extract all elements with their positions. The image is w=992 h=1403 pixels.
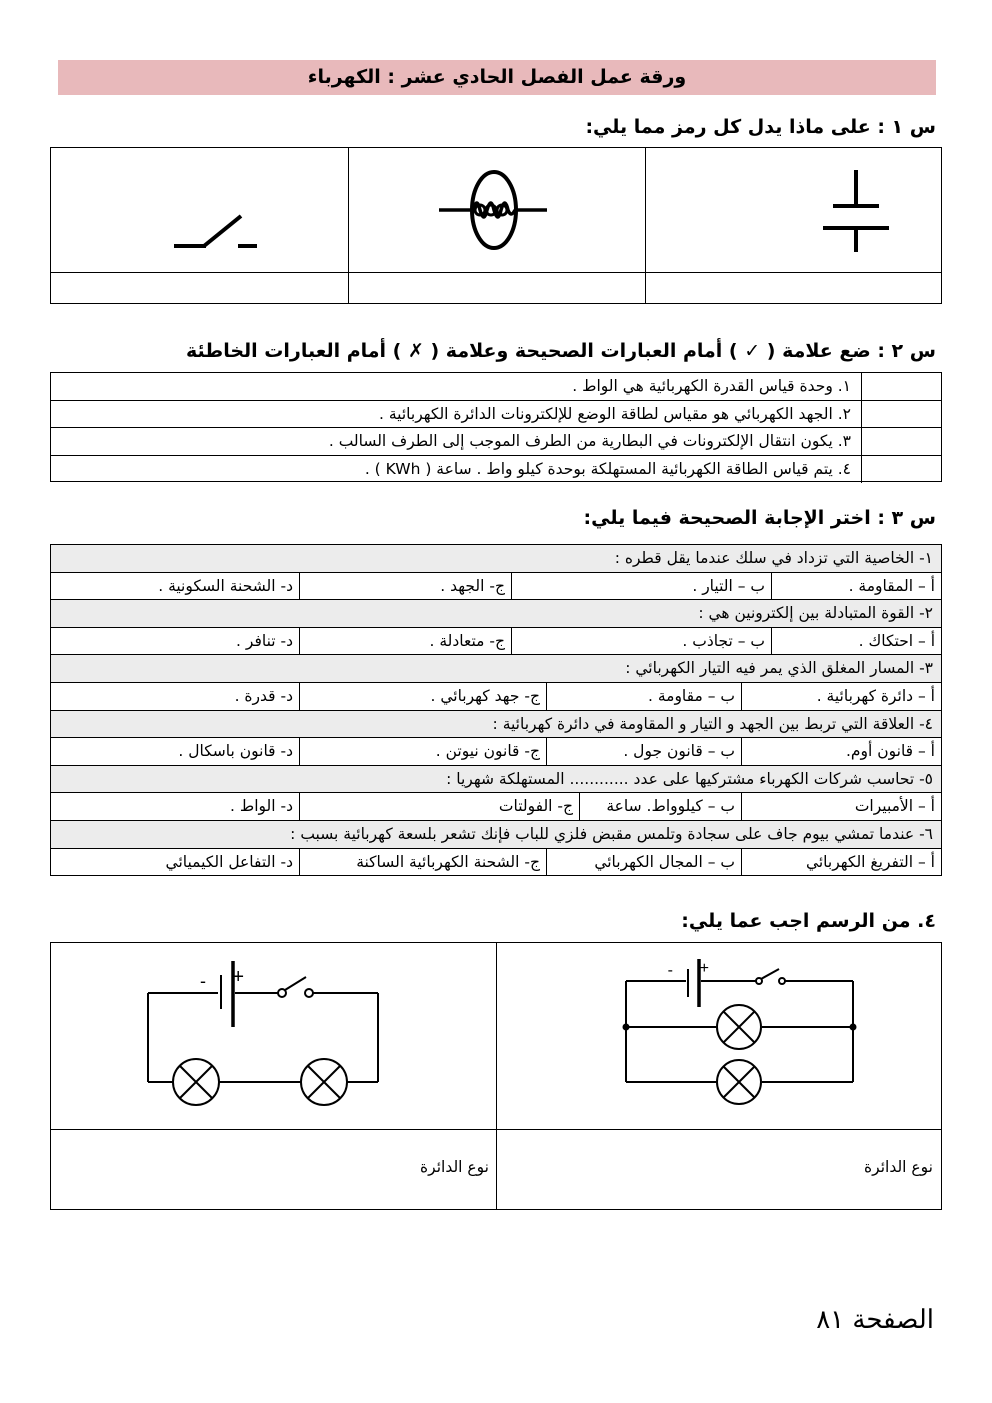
q3-question-text: ١- الخاصية التي تزداد في سلك عندما يقل قطره : <box>614 549 933 567</box>
q3-option-text: ج- متعادلة . <box>429 631 505 650</box>
q2-statement: ٣. يكون انتقال الإلكترونات في البطارية من الطرف الموجب إلى الطرف السالب . <box>328 432 851 450</box>
q3-option-text: ب – تجاذب . <box>682 631 765 650</box>
q2-heading: س ٢ : ضع علامة ( ✓ ) أمام العبارات الصحيحة وعلامة ( ✗ ) أمام العبارات الخاطئة <box>186 340 936 362</box>
q2-statement: ٤. يتم قياس الطاقة الكهربائية المستهلكة بوحدة كيلو واط . ساعة ( KWh ) . <box>364 459 851 478</box>
series-circuit-diagram <box>146 957 386 1117</box>
q3-option[interactable] <box>51 849 299 877</box>
q4-circuits-table <box>50 942 942 1210</box>
q3-option-text: أ – التفريغ الكهربائي <box>805 852 935 871</box>
q3-heading: س ٣ : اختر الإجابة الصحيحة فيما يلي: <box>583 507 936 529</box>
q3-option-text: ب – مقاومة . <box>647 687 735 705</box>
q3-option[interactable] <box>579 793 741 820</box>
q3-option-text: أ – دائرة كهربائية . <box>816 687 935 705</box>
q3-option[interactable] <box>511 628 771 655</box>
q3-question <box>51 600 941 628</box>
q3-question-text: ٥- تحاسب شركات الكهرباء مشتركيها على عدد ............ المستهلكة شهريا : <box>446 769 933 788</box>
q3-options-row <box>51 573 941 601</box>
q3-options-row <box>51 793 941 821</box>
q3-question-text: ٢- القوة المتبادلة بين إلكترونين هي : <box>698 604 933 623</box>
open-switch-icon <box>171 206 261 251</box>
q2-row <box>51 401 941 429</box>
q2-row <box>51 373 941 401</box>
q3-option[interactable] <box>771 573 941 600</box>
q3-options-row <box>51 849 941 877</box>
q3-option[interactable] <box>299 793 579 820</box>
q3-option-text: ج- جهد كهربائي . <box>430 687 540 705</box>
q3-option[interactable] <box>51 573 299 600</box>
q2-statement: ٢. الجهد الكهربائي هو مقياس لطاقة الوضع للإلكترونات الدائرة الكهربائية . <box>379 404 851 423</box>
q3-option-text: د- قانون باسكال . <box>178 742 293 761</box>
q3-option[interactable] <box>299 738 546 765</box>
q3-option[interactable] <box>299 849 546 877</box>
circuit-type-label: نوع الدائرة <box>420 1158 489 1176</box>
q3-option-text: ب – التيار . <box>692 576 765 595</box>
minus-sign: - <box>200 971 206 991</box>
q3-question-text: ٤- العلاقة التي تربط بين الجهد و التيار و المقاومة في دائرة كهربائية : <box>492 714 933 733</box>
plus-sign: + <box>699 960 709 977</box>
parallel-circuit-diagram <box>621 957 861 1107</box>
q2-answer-box[interactable] <box>861 428 941 455</box>
q3-option[interactable] <box>741 738 941 765</box>
q3-options-row <box>51 628 941 656</box>
q3-option[interactable] <box>741 683 941 710</box>
q3-option-text: ج- الجهد . <box>440 576 505 595</box>
q3-option[interactable] <box>51 628 299 655</box>
q3-option-text: ج- قانون نيوتن . <box>435 742 540 761</box>
q3-question-text: ٣- المسار المغلق الذي يمر فيه التيار الكهربائي : <box>625 659 933 678</box>
q2-row <box>51 456 941 484</box>
q2-table <box>50 372 942 482</box>
resistor-bulb-icon <box>439 166 549 256</box>
q3-option-text: ب – المجال الكهربائي <box>594 852 735 871</box>
q3-option-text: أ – احتكاك . <box>858 631 935 650</box>
q3-question <box>51 821 941 849</box>
q1-symbols-table <box>50 147 942 304</box>
q3-question <box>51 655 941 683</box>
q3-option-text: أ – المقاومة . <box>848 576 935 595</box>
q3-question <box>51 766 941 794</box>
q3-option[interactable] <box>51 738 299 765</box>
q2-answer-box[interactable] <box>861 456 941 484</box>
q2-answer-box[interactable] <box>861 401 941 428</box>
q3-option-text: د- قدرة . <box>234 687 293 705</box>
q3-option[interactable] <box>546 683 741 710</box>
q3-option-text: ب – قانون جول . <box>623 742 735 761</box>
q3-question-text: ٦- عندما تمشي بيوم جاف على سجادة وتلمس مقبض فلزي للباب فإنك تشعر بلسعة كهربائية بسبب : <box>290 825 933 843</box>
page-title: ورقة عمل الفصل الحادي عشر : الكهرباء <box>58 60 936 95</box>
q3-options-row <box>51 738 941 766</box>
q1-heading: س ١ : على ماذا يدل كل رمز مما يلي: <box>585 116 936 138</box>
q3-option[interactable] <box>741 793 941 820</box>
q3-option-text: ب – كيلوواط. ساعة <box>606 797 735 816</box>
q3-option-text: د- التفاعل الكيميائي <box>165 852 293 871</box>
q3-table <box>50 544 942 876</box>
q4-heading: ٤. من الرسم اجب عما يلي: <box>681 910 936 932</box>
q3-option[interactable] <box>299 683 546 710</box>
battery-cell-icon <box>821 170 891 252</box>
q3-option[interactable] <box>299 573 511 600</box>
q3-option[interactable] <box>51 683 299 710</box>
q3-option[interactable] <box>741 849 941 877</box>
q3-question <box>51 711 941 739</box>
q3-option-text: د- تنافر . <box>236 631 293 650</box>
q3-options-row <box>51 683 941 711</box>
q3-question <box>51 545 941 573</box>
q3-option[interactable] <box>51 793 299 820</box>
page-number: الصفحة ٨١ <box>816 1305 934 1335</box>
q3-option-text: د- الشحنة السكونية . <box>158 576 293 595</box>
q2-answer-box[interactable] <box>861 373 941 400</box>
minus-sign: - <box>667 962 673 979</box>
q2-row <box>51 428 941 456</box>
q3-option-text: أ – الأمبيرات <box>854 797 935 816</box>
q3-option[interactable] <box>771 628 941 655</box>
q3-option-text: أ – قانون أوم. <box>846 742 935 761</box>
q3-option[interactable] <box>299 628 511 655</box>
q3-option-text: ج- الشحنة الكهربائية الساكنة <box>356 852 540 871</box>
q3-option[interactable] <box>511 573 771 600</box>
q3-option-text: د- الواط . <box>230 797 293 816</box>
q2-statement: ١. وحدة قياس القدرة الكهربائية هي الواط . <box>572 377 851 395</box>
q3-option[interactable] <box>546 849 741 877</box>
plus-sign: + <box>232 966 244 988</box>
circuit-type-label: نوع الدائرة <box>864 1158 933 1176</box>
q3-option[interactable] <box>546 738 741 765</box>
q3-option-text: ج- الفولتات <box>498 797 573 816</box>
